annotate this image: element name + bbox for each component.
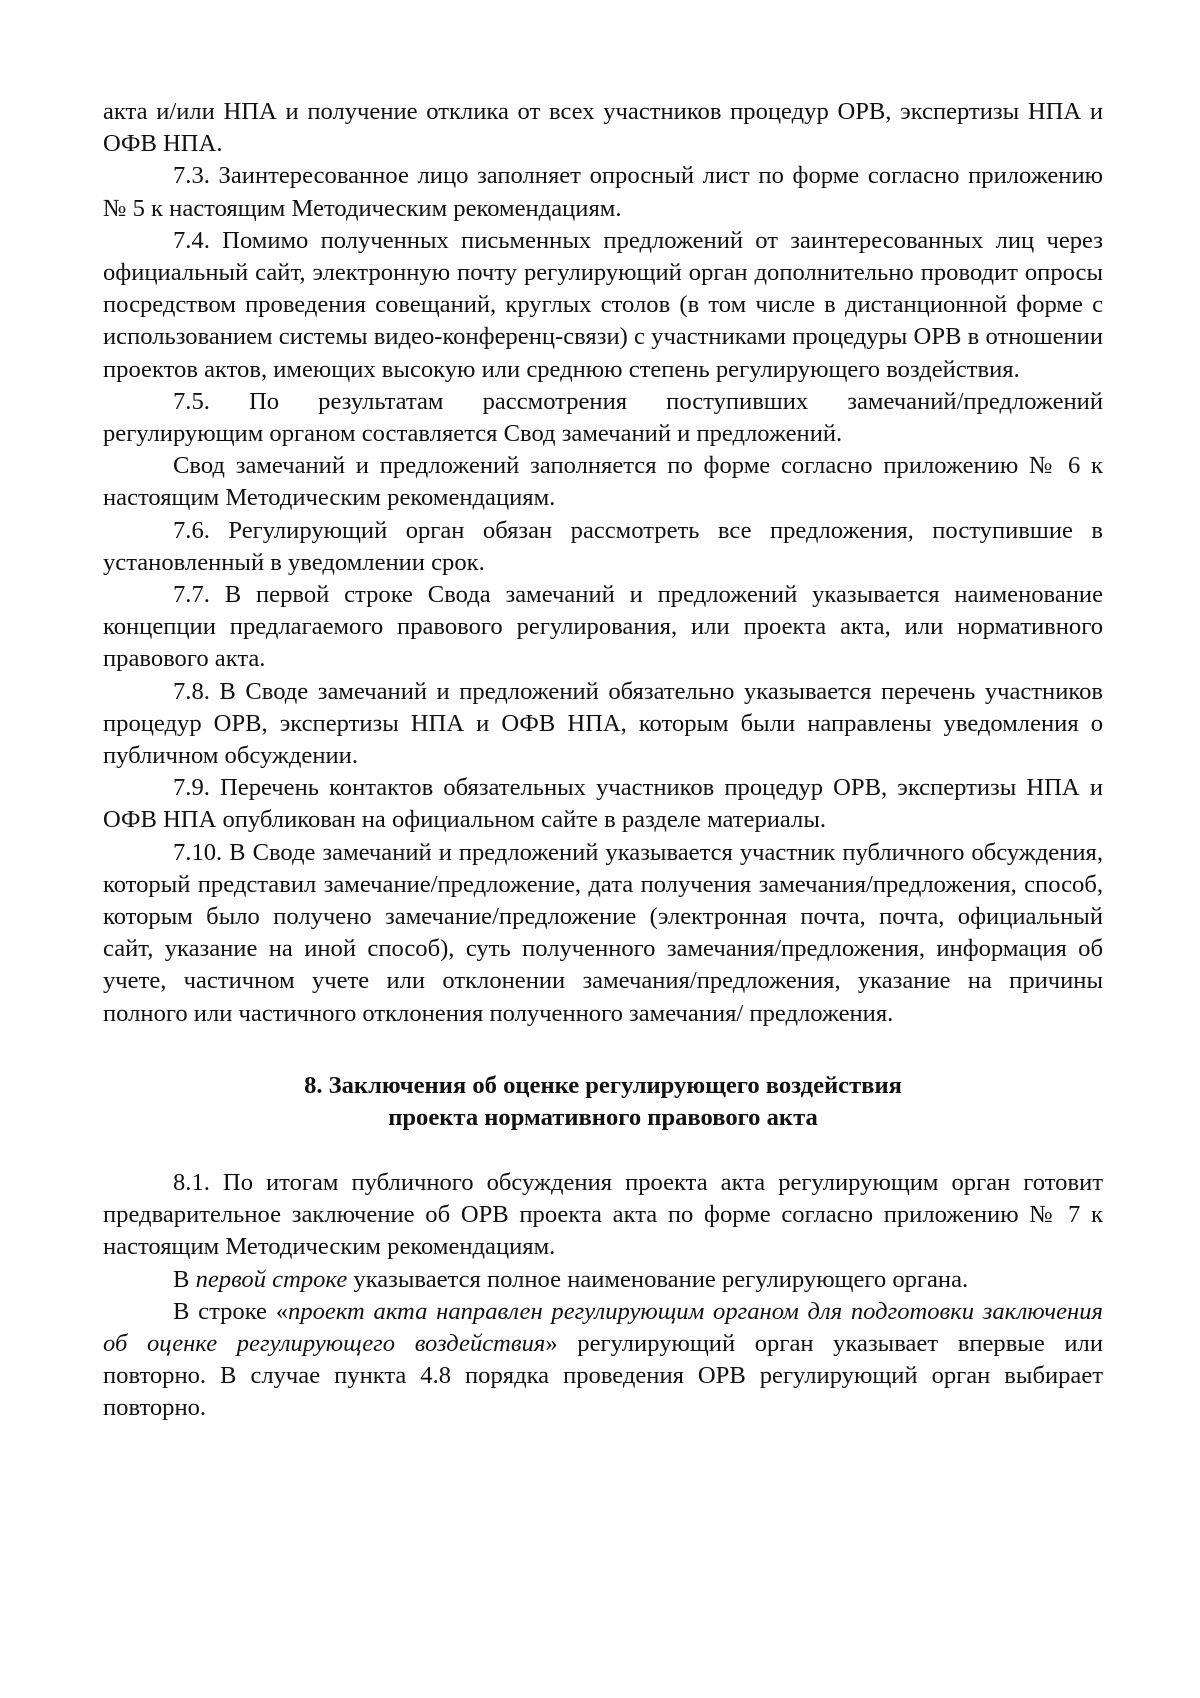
first-row-suffix: указывается полное наименование регулирующего органа. [347, 1265, 969, 1293]
paragraph-svod: Свод замечаний и предложений заполняется по форме согласно приложению № 6 к настоящим Методическим рекомендациям. [103, 452, 1103, 512]
section-heading-line1: 8. Заключения об оценке регулирующего воздействия [304, 1071, 902, 1099]
paragraph-first-row [103, 1264, 1103, 1296]
first-row-italic: первой строке [195, 1265, 348, 1293]
section-heading [103, 1070, 1103, 1135]
paragraph-continuation: акта и/или НПА и получение отклика от всех участников процедур ОРВ, экспертизы НПА и ОФВ НПА. [103, 98, 1103, 158]
section-heading-line2: проекта нормативного правового акта [388, 1104, 818, 1132]
paragraph-8-1: 8.1. По итогам публичного обсуждения проекта акта регулирующим орган готовит предварительное заключение об ОРВ проекта акта по форме согласно приложению № 7 к настоящим Методическим рекомендациям. [103, 1168, 1103, 1261]
row-quote-italic: проект акта направлен регулирующим органом для подготовки заключения об оценке регулирующего воздействия [103, 1297, 1103, 1357]
row-quote-suffix: » регулирующий орган указывает впервые или повторно. В случае пункта 4.8 порядка проведения ОРВ регулирующий орган выбирает повторно. [103, 1329, 1103, 1422]
paragraph-7-9: 7.9. Перечень контактов обязательных участников процедур ОРВ, экспертизы НПА и ОФВ НПА опубликован на официальном сайте в разделе материалы. [103, 774, 1103, 834]
paragraph-7-8: 7.8. В Своде замечаний и предложений обязательно указывается перечень участников процедур ОРВ, экспертизы НПА и ОФВ НПА, которым были направлены уведомления о публичном обсуждении. [103, 677, 1103, 770]
first-row-prefix: В [173, 1265, 196, 1293]
paragraph-7-7: 7.7. В первой строке Свода замечаний и предложений указывается наименование концепции предлагаемого правового регулирования, или проекта акта, или нормативного правового акта. [103, 581, 1103, 673]
document-page [103, 96, 1103, 1425]
row-quote-prefix: В строке « [173, 1297, 289, 1325]
paragraph-7-5: 7.5. По результатам рассмотрения поступивших замечаний/предложений регулирующим органом составляется Свод замечаний и предложений. [103, 387, 1103, 448]
paragraph-7-4: 7.4. Помимо полученных письменных предложений от заинтересованных лиц через официальный сайт, электронную почту регулирующий орган дополнительно проводит опросы посредством проведения совещаний, круглых столов (в том числе в дистанционной форме с использованием системы видео-конференц-связи) с участниками процедуры ОРВ в отношении проектов актов, имеющих высокую или среднюю степень регулирующего воздействия. [103, 226, 1103, 383]
paragraph-7-10: 7.10. В Своде замечаний и предложений указывается участник публичного обсуждения, который представил замечание/предложение, дата получения замечания/предложения, способ, которым было получено замечание/предложение (электронная почта, почта, официальный сайт, указание на иной способ), суть полученного замечания/предложения, информация об учете, частичном учете или отклонении замечания/предложения, указание на причины полного или частичного отклонения полученного замечания/ предложения. [103, 838, 1103, 1027]
paragraph-7-6: 7.6. Регулирующий орган обязан рассмотреть все предложения, поступившие в установленный в уведомлении срок. [103, 516, 1103, 576]
paragraph-row-quote [103, 1296, 1103, 1425]
paragraph-7-3: 7.3. Заинтересованное лицо заполняет опросный лист по форме согласно приложению № 5 к настоящим Методическим рекомендациям. [103, 162, 1103, 222]
